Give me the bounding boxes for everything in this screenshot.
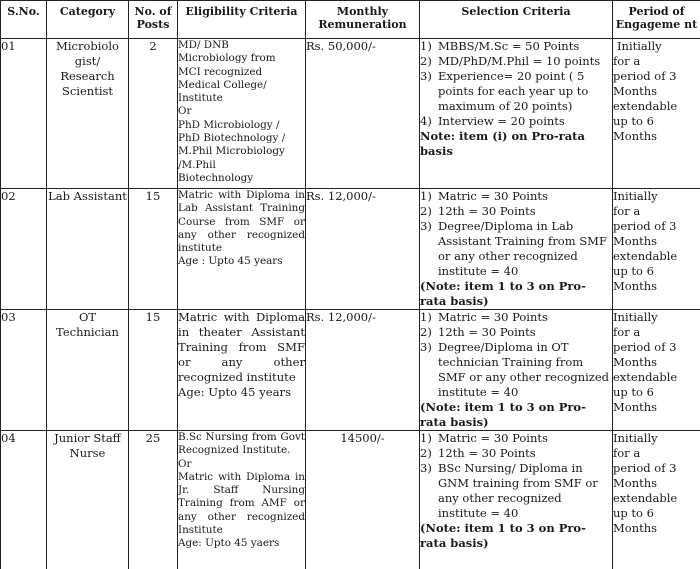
period-line: for a: [613, 446, 641, 460]
selection-number: 2): [420, 54, 432, 68]
selection-text: MBBS/M.Sc = 50 Points: [438, 39, 580, 53]
eligibility-line: MD/ DNB: [178, 39, 229, 51]
row-sno: 03: [1, 310, 47, 431]
selection-text: Degree/Diploma in Lab Assistant Training from SMF or any other recognized institute = 40: [438, 219, 607, 278]
eligibility-age: Age: Upto 45 yaers: [178, 537, 280, 550]
selection-item: [420, 204, 612, 219]
period-line: extendable: [613, 491, 678, 505]
row-sno: 01: [1, 39, 47, 189]
eligibility-line: MCI recognized: [178, 65, 263, 78]
selection-item: [420, 54, 612, 69]
eligibility-age: Age : Upto 45 years: [178, 255, 283, 268]
selection-text: Degree/Diploma in OT technician Training from SMF or any other recognized institute = 40: [438, 340, 610, 399]
header-period: Period of Engageme nt: [613, 1, 700, 39]
selection-number: 2): [420, 204, 432, 218]
selection-number: 3): [420, 461, 432, 475]
eligibility-line: PhD Biotechnology /: [178, 132, 286, 145]
selection-text: Matric = 30 Points: [438, 431, 548, 445]
eligibility-line: M.Phil Microbiology: [178, 145, 285, 158]
selection-text: Matric = 30 Points: [438, 189, 548, 203]
period-line: Initially: [613, 310, 658, 324]
selection-text: BSc Nursing/ Diploma in GNM training from SMF or any other recognized institute = 40: [438, 461, 598, 520]
selection-item: [420, 219, 612, 279]
period-line: Months: [613, 400, 658, 414]
selection-item: [420, 446, 612, 461]
period-line: Months: [613, 279, 658, 293]
selection-text: 12th = 30 Points: [438, 446, 536, 460]
selection-text: Experience= 20 point ( 5 points for each year up to maximum of 20 points): [438, 69, 589, 113]
row-period: [613, 431, 700, 569]
table-row: [1, 39, 700, 189]
header-eligibility: Eligibility Criteria: [178, 1, 306, 39]
eligibility-line: Biotechnology: [178, 171, 254, 184]
row-remuneration: Rs. 12,000/-: [306, 189, 420, 310]
row-remuneration: 14500/-: [306, 431, 420, 569]
period-line: extendable: [613, 99, 678, 113]
row-selection: [420, 431, 613, 569]
selection-item: [420, 431, 612, 446]
row-selection: [420, 310, 613, 431]
header-selection: Selection Criteria: [420, 1, 613, 39]
row-selection: [420, 39, 613, 189]
row-eligibility: [178, 189, 306, 310]
row-category: Lab Assistant: [47, 189, 129, 310]
period-line: Months: [613, 521, 658, 535]
row-remuneration: Rs. 12,000/-: [306, 310, 420, 431]
row-eligibility: [178, 431, 306, 569]
selection-text: MD/PhD/M.Phil = 10 points: [438, 54, 601, 68]
row-category: OT Technician: [47, 310, 129, 431]
selection-number: 3): [420, 69, 432, 83]
period-line: up to 6: [613, 264, 654, 278]
header-remuneration: Monthly Remuneration: [306, 1, 420, 39]
table-row: [1, 310, 700, 431]
row-posts: 25: [129, 431, 178, 569]
row-posts: 15: [129, 310, 178, 431]
eligibility-or: Or: [178, 457, 192, 470]
row-category: Microbiolo gist/ Research Scientist: [47, 39, 129, 189]
selection-text: Matric = 30 Points: [438, 310, 548, 324]
period-line: Months: [613, 129, 658, 143]
header-row: [1, 1, 700, 39]
eligibility-line: /M.Phil: [178, 158, 216, 171]
period-line: Months: [613, 234, 658, 248]
period-line: up to 6: [613, 506, 654, 520]
eligibility-line: Microbiology from: [178, 52, 276, 65]
period-line: period of 3: [613, 69, 677, 83]
period-line: period of 3: [613, 340, 677, 354]
selection-item: [420, 69, 612, 114]
row-remuneration: Rs. 50,000/-: [306, 39, 420, 189]
row-sno: 02: [1, 189, 47, 310]
period-line: Months: [613, 84, 658, 98]
selection-number: 2): [420, 325, 432, 339]
selection-text: 12th = 30 Points: [438, 325, 536, 339]
eligibility-age: Age: Upto 45 years: [178, 385, 292, 399]
selection-note: Note: item (i) on Pro-rata basis: [420, 129, 585, 158]
selection-note: (Note: item 1 to 3 on Pro-rata basis): [420, 521, 586, 550]
selection-item: [420, 325, 612, 340]
row-period: [613, 310, 700, 431]
eligibility-text: Matric with Diploma in Lab Assistant Training Course from SMF or any other recognized institute: [178, 189, 305, 255]
row-period: [613, 189, 700, 310]
header-posts: No. of Posts: [129, 1, 178, 39]
selection-item: [420, 461, 612, 521]
selection-number: 1): [420, 431, 432, 445]
row-category: Junior Staff Nurse: [47, 431, 129, 569]
eligibility-line: Medical College/: [178, 78, 267, 91]
selection-number: 3): [420, 219, 432, 233]
period-line: period of 3: [613, 219, 677, 233]
period-line: Initially: [613, 189, 658, 203]
row-posts: 2: [129, 39, 178, 189]
table-row: [1, 189, 700, 310]
selection-item: [420, 340, 612, 400]
selection-note: (Note: item 1 to 3 on Pro-rata basis): [420, 279, 586, 308]
selection-number: 1): [420, 310, 432, 324]
table-row: [1, 431, 700, 569]
selection-item: [420, 114, 612, 129]
row-period: [613, 39, 700, 189]
period-line: for a: [613, 325, 641, 339]
period-line: Months: [613, 476, 658, 490]
period-line: for a: [613, 54, 641, 68]
period-line: extendable: [613, 370, 678, 384]
row-posts: 15: [129, 189, 178, 310]
eligibility-text: Matric with Diploma in theater Assistant Training from SMF or any other recognized institute: [178, 310, 305, 384]
eligibility-text: Matric with Diploma in Jr. Staff Nursing Training from AMF or any other recognized Institute: [178, 470, 305, 537]
header-category: Category: [47, 1, 129, 39]
eligibility-line: Or: [178, 105, 192, 118]
period-line: Months: [613, 355, 658, 369]
row-eligibility: [178, 310, 306, 431]
selection-number: 3): [420, 340, 432, 354]
period-line: period of 3: [613, 461, 677, 475]
selection-item: [420, 189, 612, 204]
selection-number: 4): [420, 114, 432, 128]
period-line: Initially: [613, 431, 658, 445]
selection-number: 2): [420, 446, 432, 460]
period-line: Initially: [617, 39, 662, 53]
period-line: extendable: [613, 249, 678, 263]
row-selection: [420, 189, 613, 310]
eligibility-text: B.Sc Nursing from Govt Recognized Institute.: [178, 431, 305, 457]
selection-number: 1): [420, 39, 432, 53]
row-sno: 04: [1, 431, 47, 569]
selection-number: 1): [420, 189, 432, 203]
header-sno: S.No.: [1, 1, 47, 39]
selection-item: [420, 310, 612, 325]
selection-text: Interview = 20 points: [438, 114, 565, 128]
period-line: up to 6: [613, 114, 654, 128]
selection-note: (Note: item 1 to 3 on Pro-rata basis): [420, 400, 586, 429]
period-line: for a: [613, 204, 641, 218]
selection-item: [420, 39, 612, 54]
eligibility-line: Institute: [178, 92, 223, 105]
row-eligibility: [178, 39, 306, 189]
period-line: up to 6: [613, 385, 654, 399]
selection-text: 12th = 30 Points: [438, 204, 536, 218]
eligibility-line: PhD Microbiology /: [178, 118, 280, 131]
